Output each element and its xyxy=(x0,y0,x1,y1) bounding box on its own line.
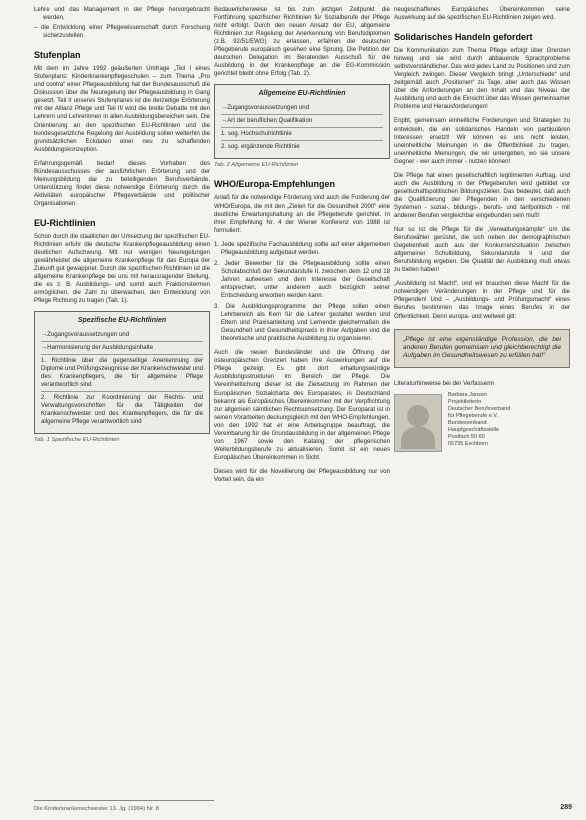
list-item: Lehre und das Management in der Pflege hervorgebracht werden, xyxy=(34,6,210,22)
author-line: für Pflegeberufe e.V. xyxy=(448,412,498,419)
table-caption: Tab. 2 Allgemeine EU-Richtlinien xyxy=(214,162,299,169)
list-item: 3. Die Ausbildungsprogramme der Pflege sollen einen Lehrbereich als Kern für die Lehrer gestaltet werden und Eltern und Praxisanleitung und Lernende gleichermaßen die Gesundheit und Gesundheitspraxis in ihrer Aufgaben und die theoretische und praktische Ausbildung zu organisieren. xyxy=(214,303,390,343)
table-spezifische-eu-richtlinien xyxy=(34,311,210,434)
heading-eu-richtlinien: EU-Richtlinien xyxy=(34,217,96,228)
list-item: 2. Jeder Bewerber für die Pflegeausbildung sollte einen Schulabschluß der Sekundarstufe II, zwischen dem 12 und 18 Jahren aufweisen und dem Interesse der Gesellschaft entsprechen, unter anderem auch bezüglich seiner Entscheidung erworben werden kann. xyxy=(214,259,390,299)
paragraph: Mit dem im Jahre 1992 geäußerten Umfrage „Teil I eines Stufenplans: Kinderkrankenpflegeschulen – zum Thema „Pro und contra“ einer Pflegeausbildung hat der Bundesausschuß die Diskussion über die Neuregelung der Pflegeausbildung in Gang gesetzt. Teil II unseres Stufenplanes ist die derzeitige Erörterung mit der Allianz Pflege und Teil III wird die breite Debatte mit den Lehrern und Lehrerinnen in allen Ausbildungsbereichen sein. Die Orientierung an den spezifischen EU-Richtlinien und die bundesgesetzliche Regelung der Ausbildung sollen weiterhin die grundsätzlichen Eckdaten einer neu zu schaffenden Ausbildungskonzeption. xyxy=(34,65,210,153)
page-number: 289 xyxy=(560,804,572,811)
paragraph: Auch die neuen Bundesländer und die Öffnung der osteuropäischen Grenzen haben ihre Auswirkungen auf die Pflege gezeigt. Es gibt dort erhaltungswürdige Ausbildungsstrukturen im Bereich der Pflege. Die Vereinheitlichung dieser ist die Zielsetzung im Rahmen der Europäischen Sozialcharta des Europarates, in Deutschland bekannt als Europäisches Übereinkommen mit der Verpflichtung zur allgemein sämtlichen Rechtsumsetzung. Der Europarat ist in seinen Vorarbeiten deckungsgleich mit den WHO-Empfehlungen, von den 1992 hat er eine Arbeitsgruppe beauftragt, die Vereinbarung für die Grundausbildung in der allgemeinen Pflege von 1967 sowie den Katalog der pflegerischen Weiterbildungsberufe zu aktualisieren. Somit ist ein neues Europäisches Übereinkommen in Sicht. xyxy=(214,349,390,461)
table-caption: Tab. 1 Spezifische EU-Richtlinien xyxy=(34,437,120,444)
paragraph: Bedauerlicherweise ist bis zum jetzigen Zeitpunkt die Fortführung spezifischer Richtlinien für Sozialberufe der Pflege nicht erfolgt. Durch den neuen Ansatz der EU, allgemeine Richtlinien zur Regelung der Anerkennung von Berufsdiplomen (z.B. 92/51/EWG) zu erlassen, erfahren die deutschen Pflegeberufe europäisch gesehen eine Sprung. Die Petition der deutschen Delegation im Beratenden Ausschuß für die Ausbildung in der Krankenpflege an die EG-Kommission gerichtet bleibt ohne Erfolg (Tab. 2). xyxy=(214,6,390,78)
table-row: → Art der beruflichen Qualifikation xyxy=(221,115,383,128)
paragraph: Anlaß für die notwendige Förderung sind auch die Forderung der WHO/Europa, die mit den „Zielen für die Gesundheit 2000“ eine deutliche Erwartungshaltung an die Pflegeberufe gerichtet. In ihrer Empfehlung Nr. 4 der Wiener Konferenz von 1988 ist formuliert: xyxy=(214,194,390,234)
who-list xyxy=(214,241,390,344)
pull-quote: „Pflege ist eine eigenständige Profession, die bei anderen Berufen gemeinsam und gleichberechtigt die Aufgaben im Gesundheitswesen zu erfüllen hat!“ xyxy=(394,329,570,368)
paragraph: Dieses wird für die Novellierung der Pflegeausbildung nur von Vorteil sein, da ein xyxy=(214,467,390,483)
author-address xyxy=(448,392,570,448)
author-line: Bundesverband xyxy=(448,419,487,426)
table-row: → Harmonisierung der Ausbildungsinhalte xyxy=(41,342,203,355)
paragraph: Nur so ist die Pflege für die „Verwaltungskämpfe“ um die Berufswähler gerüstet, die sich neben der demographischen Gegebenheit auch aus der Konkurrenzsituation zwischen allgemeiner Schulbildung, Sekundarstufe II und der Berufsbildung ergeben. Die Qualität der Ausbildung muß etwas zu bieten haben! xyxy=(394,226,570,274)
heading-stufenplan: Stufenplan xyxy=(34,50,81,61)
column-2 xyxy=(214,6,390,490)
journal-footer: Die Kinderkrankenschwester 13. Jg. (1994) Nr. 8 xyxy=(34,806,160,812)
table-title: Spezifische EU-Richtlinien xyxy=(77,317,167,325)
paragraph: „Ausbildung ist Macht“, und wir brauchen diese Macht für die notwendigen Veränderungen in der Pflege und für die Pflegenden! Und – „Ausbildungs- und Prüfungsmacht“ eines Berufes bestimmen das Image eines Berufes in der Öffentlichkeit. Denn europa- und weltweit gilt: xyxy=(394,280,570,320)
table-row: → Zugangsvoraussetzungen und xyxy=(221,102,383,115)
heading-solidarisches-handeln: Solidarisches Handeln gefordert xyxy=(394,32,533,43)
table-row: 1. sog. Hochschulrichtlinie xyxy=(221,128,383,141)
paragraph: Erfahrungsgemäß bedarf dieses Vorhaben des Bündesausschusses der ausführlichen Erörterung und der Meinungsbildung dar zu beteiligenden Berufsverbände. Unterstützung findet diese notwendige Erörterung durch die Aktivitäten europäischer Pflegeverbände und politischer Organisationen. xyxy=(34,159,210,207)
intro-list xyxy=(34,6,210,40)
list-item: – die Entwicklung einer Pflegewissenschaft durch Forschung sicherzustellen. xyxy=(34,24,210,40)
paragraph: neugeschaffenes Europäisches Übereinkommen seine Auswirkung auf die spezifischen EU-Richtlinien zeigen wird. xyxy=(394,6,570,22)
column-3 xyxy=(394,6,570,452)
author-section xyxy=(394,392,570,448)
author-line: Postfach 50 60 xyxy=(448,433,485,440)
table-allgemeine-eu-richtlinien xyxy=(214,84,390,159)
table-row: 2. Richtlinie zur Koordinierung der Rechts- und Verwaltungsvorschriften für die Tätigkeiten der Krankenschwester und des Krankenpflegers, die für die allgemeine Pflege verantwortlich sind xyxy=(41,394,203,426)
table-row: 1. Richtlinie über die gegenseitige Anerkennung der Diplome und Prüfungszeugnisse der Krankenschwester und des Krankenpflegers, die für allgemeine Pflege verantwortlich sind xyxy=(41,355,203,392)
author-line: Hauptgeschäftsstelle xyxy=(448,426,500,433)
literature-note: Literaturhinweise bei der Verfasserin xyxy=(394,379,495,387)
paragraph: Die Pflege hat einen gesellschaftlich legitimierten Auftrag, und auch die Ausbildung in der Pflegeberufen wird gebildet vor gesellschaftspolitischen Bildungszielen. Das bedeutet, daß auch die Qualifizierung der Pflegenden in den verschiedenen Systemen - sozial-, bildungs-, berufs- und tarifpolitisch - mit anderen Berufen vergleichbar eingebunden sein muß! xyxy=(394,171,570,219)
paragraph: Schon durch die staatlichen der Umsetzung der spezifischen EU-Richtlinien erfuhr die deutsche Krankenpflegeausbildung einen deutlichen Aufschwung. Mit nur wenigen Neuregelungen gewährleistet die allgemeine Krankenpflege für das Europa der Zukunft gut gewappnet. Durch die spezifischen Richtlinien ist die allgemeine Krankenpflege bei uns mit herausragender Stellung, die es z. B. Ausbildungs- und somit auch Fraktionstermen ermöglichen, die Zahl zu überwachen, den Entwicklung von Pflege Richtung zu tragen (Tab. 1). xyxy=(34,232,210,305)
table-title: Allgemeine EU-Richtlinien xyxy=(258,90,346,98)
list-item: 1. Jede spezifische Fachausbildung sollte auf einer allgemeinen Pflegeausbildung aufgebaut werden. xyxy=(214,240,390,256)
table-row: 2. sog. ergänzende Richtlinie xyxy=(221,143,300,151)
column-1 xyxy=(34,6,210,452)
paragraph: Die Kommunikation zum Thema Pflege erfolgt über Grenzen hinweg und sie wird durch abbauende Sprachprobleme selbstverständlicher. Das wird jedes Land zu Positionen und zum Vergleich zwingen. Dieser Vergleich bringt „Unterschiede“ und zeitgemäß auch „Positionen“ zu Tage, aber auch das Wissen über die Anforderungen an den Inhalt und das Niveau der Ausbildung und auch die Einsicht über das Wissen gemeinsamer Probleme und Herausforderungen! xyxy=(394,47,570,111)
author-line: Projektleiterin xyxy=(448,398,482,405)
author-photo xyxy=(394,394,442,452)
table-row: → Zugangsvoraussetzungen und xyxy=(41,329,203,342)
author-line: 65735 Eschborn xyxy=(448,440,489,447)
heading-who-europa: WHO/Europa-Empfehlungen xyxy=(214,179,335,190)
footer-rule xyxy=(34,800,214,801)
author-line: Barbara Jansen xyxy=(448,391,487,398)
author-line: Deutscher Berufsverband xyxy=(448,405,511,412)
paragraph: Ergibt, gemeinsam einheitliche Forderungen und Strategien zu entwickeln, die ein solidarisches Handeln von partikulären Interessen ersetzt! Wir können es uns nicht leisten, uneinheitliche Meinungen in die Öffentlichkeit zu tragen, uneinheitliche Meinungen, die wir untergeben, wo sie unsere Gegner - wer auch immer - nutzen können! xyxy=(394,117,570,165)
